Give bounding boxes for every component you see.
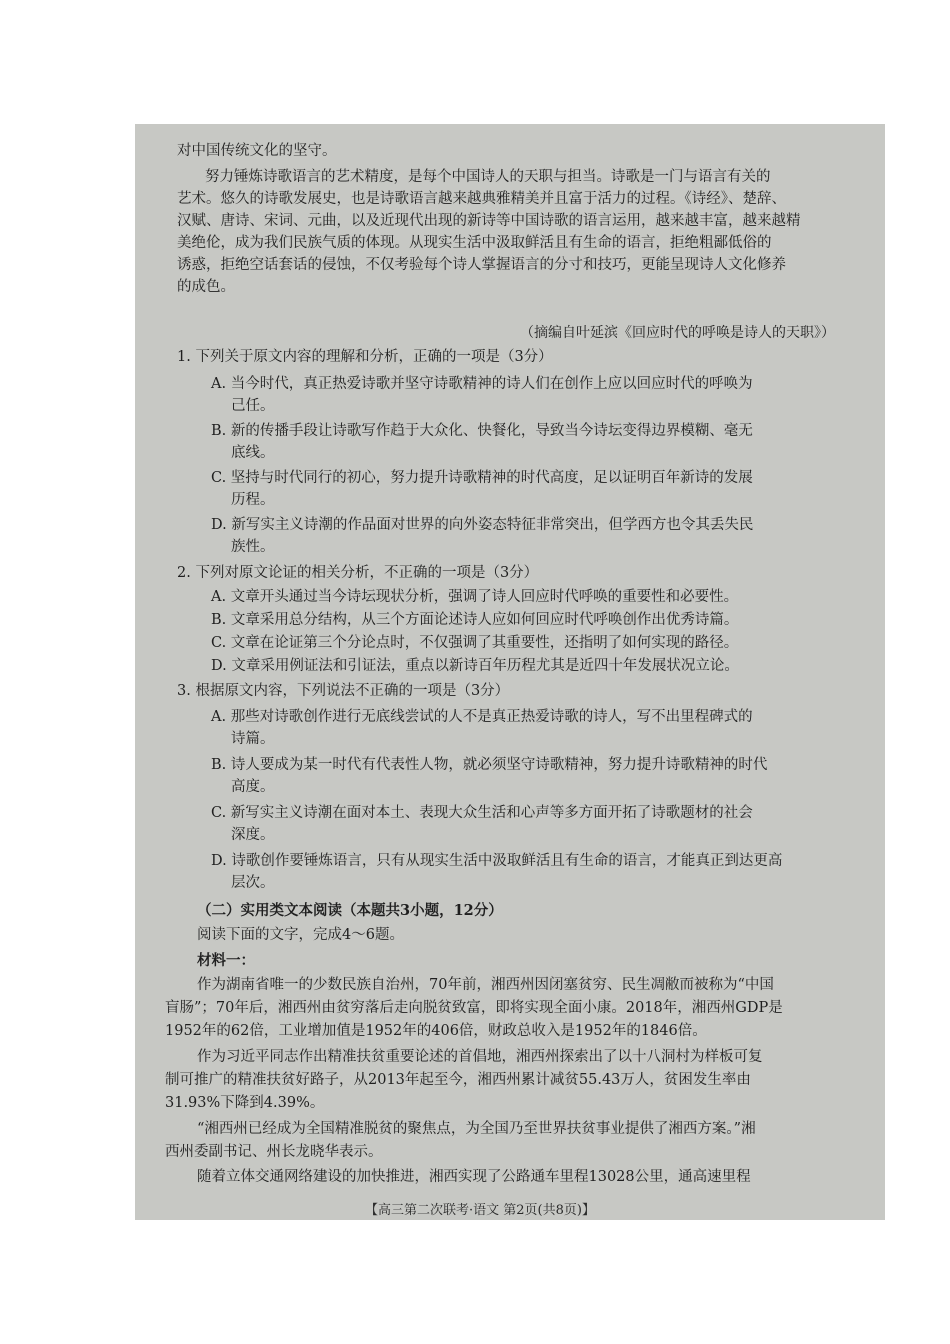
question-2-option-d[interactable]: D. 文章采用例证法和引证法，重点以新诗百年历程尤其是近四十年发展状况立论。 xyxy=(211,658,739,674)
question-3-option-c[interactable]: C. 新写实主义诗潮在面对本土、表现大众生活和心声等多方面开拓了诗歌题材的社会 xyxy=(211,805,753,821)
material-line: 盲肠”；70年后，湘西州由贫穷落后走向脱贫致富，即将实现全面小康。2018年，湘西州GDP是 xyxy=(165,1000,783,1016)
material-line: 随着立体交通网络建设的加快推进，湘西实现了公路通车里程13028公里，通高速里程 xyxy=(197,1169,751,1185)
question-3-option-b[interactable]: B. 诗人要成为某一时代有代表性人物，就必须坚守诗歌精神，努力提升诗歌精神的时代 xyxy=(211,757,768,773)
passage-line: 努力锤炼诗歌语言的艺术精度，是每个中国诗人的天职与担当。诗歌是一门与语言有关的 xyxy=(205,169,771,185)
question-1-option-c[interactable]: C. 坚持与时代同行的初心，努力提升诗歌精神的时代高度，足以证明百年新诗的发展 xyxy=(211,470,753,486)
material-line: “湘西州已经成为全国精准脱贫的聚焦点，为全国乃至世界扶贫事业提供了湘西方案。”湘 xyxy=(197,1121,756,1137)
question-1-stem: 1. 下列关于原文内容的理解和分析，正确的一项是（3分） xyxy=(177,349,553,365)
question-3-option-c-cont: 深度。 xyxy=(231,827,275,843)
material-line: 作为湖南省唯一的少数民族自治州，70年前，湘西州因闭塞贫穷、民生凋敝而被称为“中国 xyxy=(197,977,774,993)
passage-line: 汉赋、唐诗、宋词、元曲，以及近现代出现的新诗等中国诗歌的语言运用，越来越丰富，越来越精 xyxy=(177,213,801,229)
question-1-option-b-cont: 底线。 xyxy=(231,445,275,461)
question-3-option-a-cont: 诗篇。 xyxy=(231,731,275,747)
question-3-option-b-cont: 高度。 xyxy=(231,779,275,795)
question-1-option-a-cont: 己任。 xyxy=(231,398,275,414)
material-line: 31.93%下降到4.39%。 xyxy=(165,1095,325,1111)
page-footer: 【高三第二次联考·语文 第2页(共8页)】 xyxy=(365,1203,595,1218)
question-2-stem: 2. 下列对原文论证的相关分析，不正确的一项是（3分） xyxy=(177,565,539,581)
question-3-option-d-cont: 层次。 xyxy=(231,875,275,891)
passage-source: （摘编自叶延滨《回应时代的呼唤是诗人的天职》） xyxy=(520,325,835,341)
section-2-heading: （二）实用类文本阅读（本题共3小题，12分） xyxy=(197,902,503,919)
material-line: 作为习近平同志作出精准扶贫重要论述的首倡地，湘西州探索出了以十八洞村为样板可复 xyxy=(197,1049,763,1065)
section-2-instruction: 阅读下面的文字，完成4～6题。 xyxy=(197,927,404,943)
question-2-option-a[interactable]: A. 文章开头通过当今诗坛现状分析，强调了诗人回应时代呼唤的重要性和必要性。 xyxy=(211,589,739,605)
passage-line-0: 对中国传统文化的坚守。 xyxy=(177,143,337,159)
question-2-option-b[interactable]: B. 文章采用总分结构，从三个方面论述诗人应如何回应时代呼唤创作出优秀诗篇。 xyxy=(211,612,739,628)
passage-line: 的成色。 xyxy=(177,279,235,295)
question-3-option-a[interactable]: A. 那些对诗歌创作进行无底线尝试的人不是真正热爱诗歌的诗人，写不出里程碑式的 xyxy=(211,709,753,725)
passage-line: 诱惑，拒绝空话套话的侵蚀，不仅考验每个诗人掌握语言的分寸和技巧，更能呈现诗人文化修养 xyxy=(177,257,786,273)
question-1-option-c-cont: 历程。 xyxy=(231,492,275,508)
material-line: 1952年的62倍，工业增加值是1952年的406倍，财政总收入是1952年的1846倍。 xyxy=(165,1023,707,1039)
question-1-option-d[interactable]: D. 新写实主义诗潮的作品面对世界的向外姿态特征非常突出，但学西方也令其丢失民 xyxy=(211,517,754,533)
material-line: 制可推广的精准扶贫好路子，从2013年起至今，湘西州累计减贫55.43万人，贫困发生率由 xyxy=(165,1072,751,1088)
question-2-option-c[interactable]: C. 文章在论证第三个分论点时，不仅强调了其重要性，还指明了如何实现的路径。 xyxy=(211,635,739,651)
question-1-option-a[interactable]: A. 当今时代，真正热爱诗歌并坚守诗歌精神的诗人们在创作上应以回应时代的呼唤为 xyxy=(211,376,753,392)
question-1-option-b[interactable]: B. 新的传播手段让诗歌写作趋于大众化、快餐化，导致当今诗坛变得边界模糊、毫无 xyxy=(211,423,753,439)
exam-page xyxy=(135,124,885,1220)
passage-line: 美绝伦，成为我们民族气质的体现。从现实生活中汲取鲜活且有生命的语言，拒绝粗鄙低俗的 xyxy=(177,235,772,251)
question-1-option-d-cont: 族性。 xyxy=(231,539,275,555)
question-3-option-d[interactable]: D. 诗歌创作要锤炼语言，只有从现实生活中汲取鲜活且有生命的语言，才能真正到达更高 xyxy=(211,853,783,869)
material-1-label: 材料一： xyxy=(197,952,255,969)
passage-line: 艺术。悠久的诗歌发展史，也是诗歌语言越来越典雅精美并且富于活力的过程。《诗经》、楚辞、 xyxy=(177,191,786,207)
material-line: 西州委副书记、州长龙晓华表示。 xyxy=(165,1144,383,1160)
question-3-stem: 3. 根据原文内容，下列说法不正确的一项是（3分） xyxy=(177,683,510,699)
